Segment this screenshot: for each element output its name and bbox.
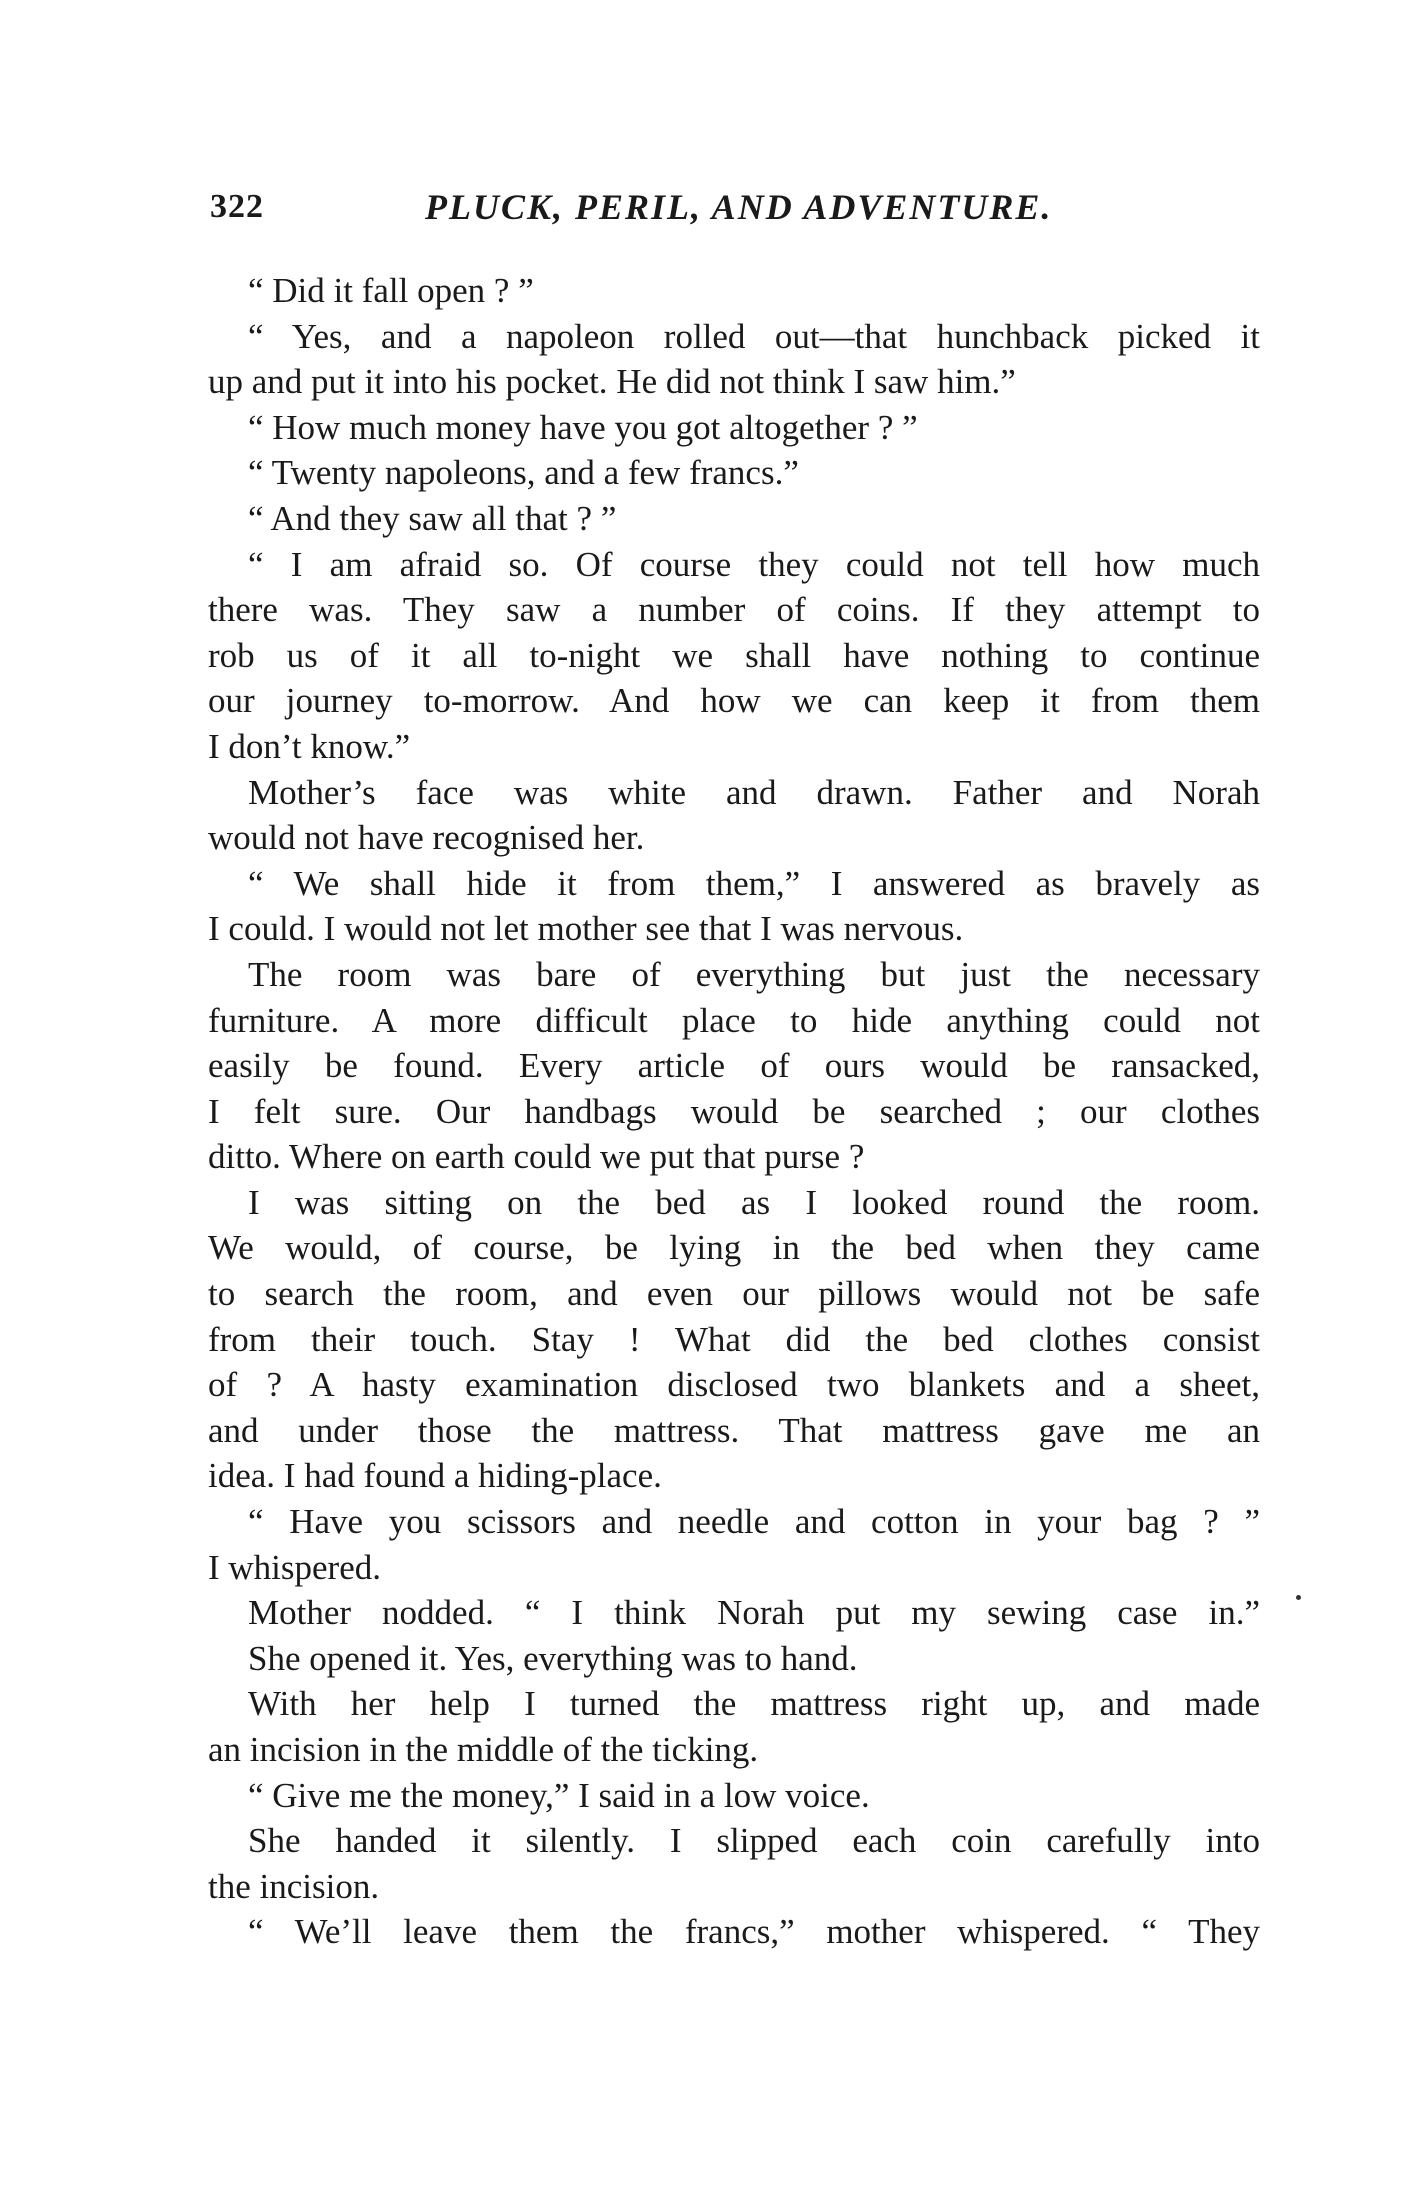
text-line: would not have recognised her. [208,818,645,858]
text-line: I could. I would not let mother see that I was nervous. [208,909,964,949]
body-text [208,268,1260,1955]
text-line: I felt sure. Our handbags would be searched ; our clothes [208,1091,1260,1131]
text-line: Mother’s face was white and drawn. Father and Norah [248,772,1260,812]
text-line: “ And they saw all that ? ” [248,498,617,538]
text-line: Mother nodded. “ I think Norah put my sewing case in.” [248,1593,1260,1633]
text-line: idea. I had found a hiding-place. [208,1456,662,1496]
text-line: furniture. A more difficult place to hide anything could not [208,1000,1260,1040]
text-line: of ? A hasty examination disclosed two blankets and a sheet, [208,1365,1260,1405]
text-line: I whispered. [208,1547,382,1587]
text-line: and under those the mattress. That mattress gave me an [208,1410,1260,1450]
text-line: She opened it. Yes, everything was to hand. [248,1638,858,1678]
text-line: I was sitting on the bed as I looked round the room. [248,1182,1260,1222]
text-line: our journey to-morrow. And how we can keep it from them [208,681,1260,721]
text-line: there was. They saw a number of coins. If they attempt to [208,590,1260,630]
text-line: easily be found. Every article of ours would be ransacked, [208,1046,1260,1086]
text-line: I don’t know.” [208,726,411,766]
page-number: 322 [210,188,264,225]
text-line: from their touch. Stay ! What did the bed clothes consist [208,1319,1260,1359]
text-line: “ We’ll leave them the francs,” mother whispered. “ They [248,1912,1260,1952]
text-line: With her help I turned the mattress right up, and made [248,1684,1260,1724]
text-line: ditto. Where on earth could we put that purse ? [208,1137,865,1177]
text-line: “ We shall hide it from them,” I answered as bravely as [248,863,1260,903]
text-line: “ Have you scissors and needle and cotton in your bag ? ” [248,1502,1260,1542]
margin-speck [1296,1595,1301,1600]
text-line: up and put it into his pocket. He did not think I saw him.” [208,362,1016,402]
text-line: She handed it silently. I slipped each coin carefully into [248,1821,1260,1861]
text-line: rob us of it all to-night we shall have nothing to continue [208,635,1260,675]
text-line: “ Twenty napoleons, and a few francs.” [248,453,799,493]
running-title: PLUCK, PERIL, AND ADVENTURE. [425,187,1053,227]
text-line: “ Give me the money,” I said in a low voice. [248,1775,870,1815]
text-line: “ Yes, and a napoleon rolled out—that hunchback picked it [248,316,1260,356]
text-line: an incision in the middle of the ticking. [208,1730,759,1769]
text-line: The room was bare of everything but just the necessary [248,954,1260,994]
text-line: the incision. [208,1866,380,1906]
page-header [210,188,1270,238]
text-line: “ How much money have you got altogether ? ” [248,407,918,447]
text-line: “ Did it fall open ? ” [248,271,534,310]
text-line: “ I am afraid so. Of course they could not tell how much [248,544,1260,584]
text-line: to search the room, and even our pillows would not be safe [208,1274,1260,1314]
text-line: We would, of course, be lying in the bed when they came [208,1228,1260,1268]
